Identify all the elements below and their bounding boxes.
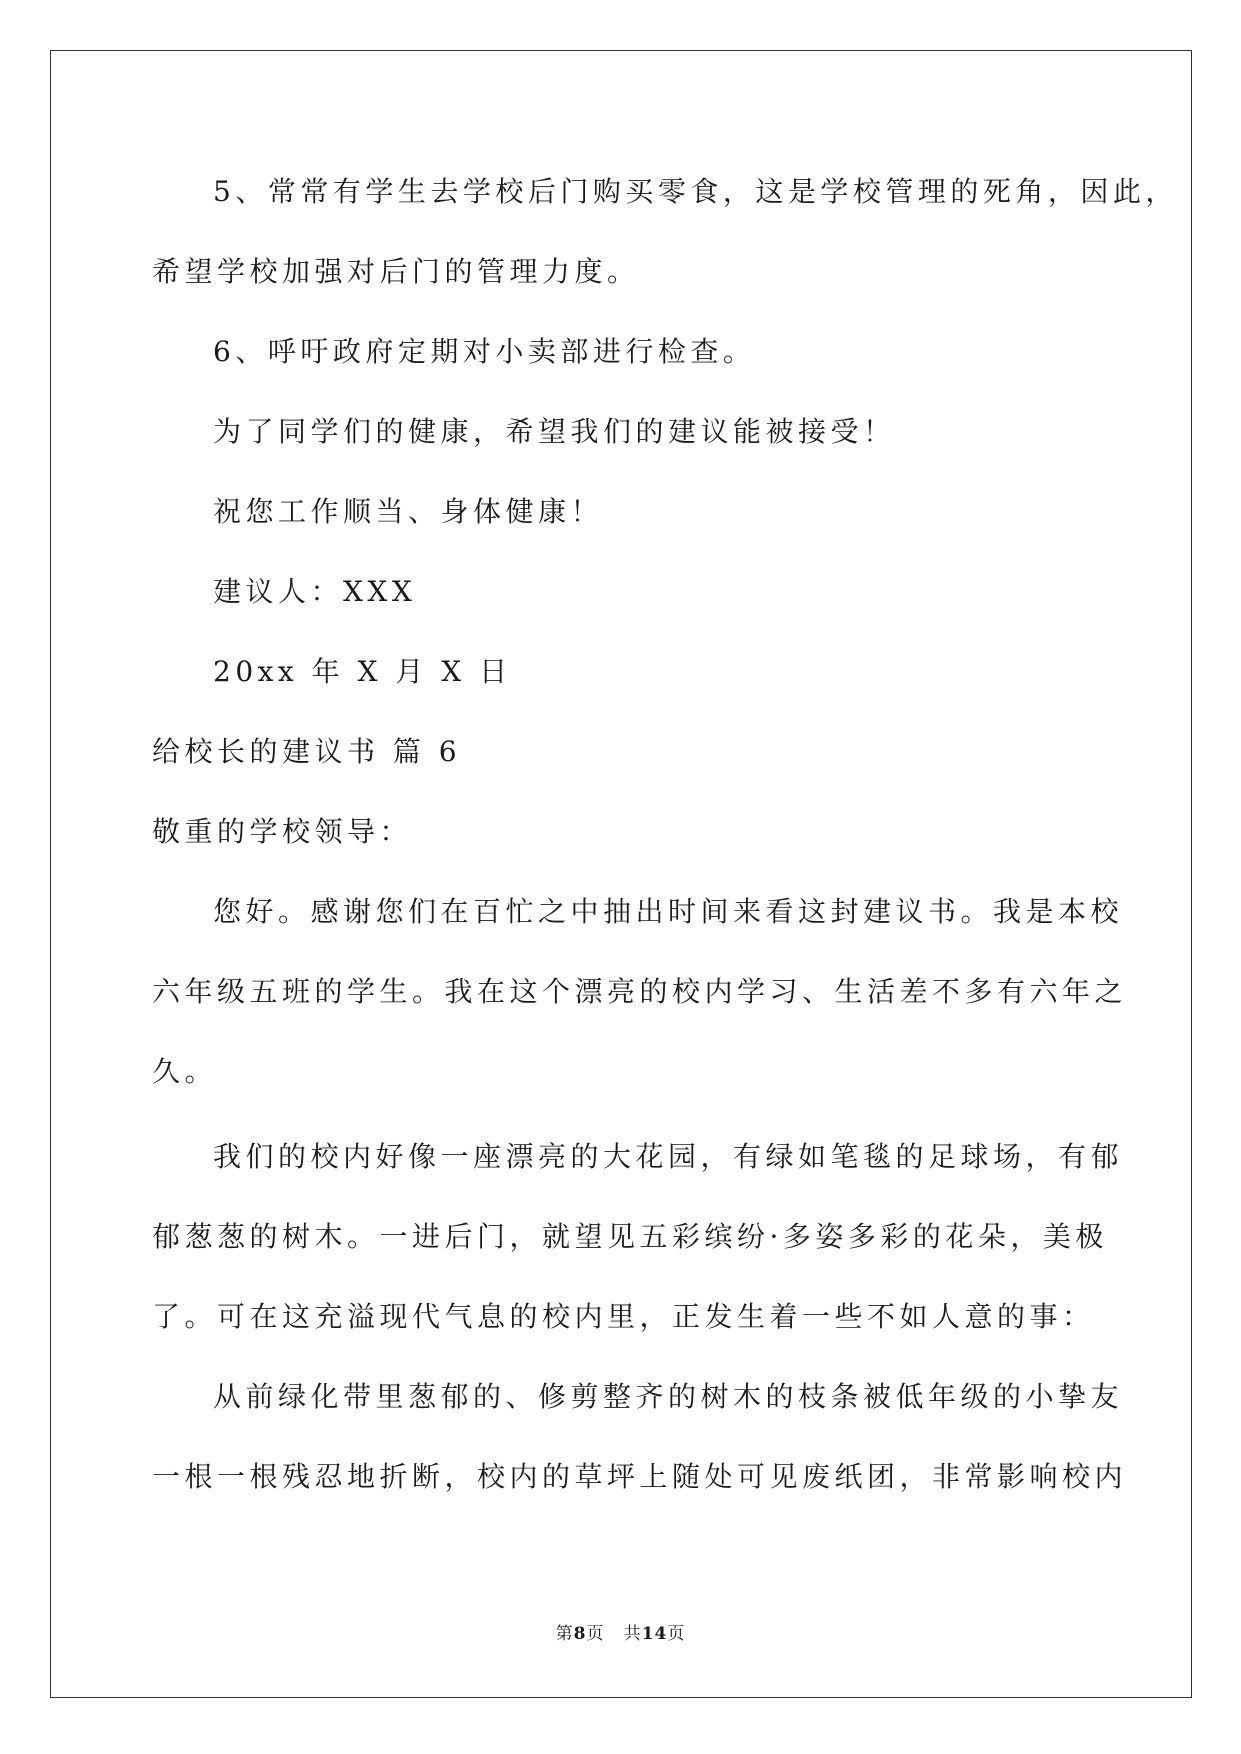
paragraph-line: 从前绿化带里葱郁的、修剪整齐的树木的枝条被低年级的小挚友 xyxy=(213,1380,1124,1413)
total-pages: 14 xyxy=(641,1624,668,1644)
paragraph-line: 6、呼吁政府定期对小卖部进行检查。 xyxy=(213,335,756,368)
paragraph-line: 郁葱葱的树木。一进后门，就望见五彩缤纷·多姿多彩的花朵，美极 xyxy=(152,1220,1108,1253)
paragraph-line: 一根一根残忍地折断，校内的草坪上随处可见废纸团，非常影响校内 xyxy=(152,1460,1128,1493)
page-border xyxy=(50,50,1192,1698)
paragraph-line: 久。 xyxy=(152,1055,218,1088)
page-footer xyxy=(0,1622,1241,1646)
paragraph-line: 祝您工作顺当、身体健康！ xyxy=(213,495,604,528)
total-prefix: 共 xyxy=(623,1624,642,1644)
paragraph-line: 六年级五班的学生。我在这个漂亮的校内学习、生活差不多有六年之 xyxy=(152,975,1128,1008)
section-heading: 给校长的建议书 篇 6 xyxy=(152,735,462,768)
salutation: 敬重的学校领导： xyxy=(152,815,413,848)
signature-line: 建议人：XXX xyxy=(213,575,417,608)
page-number: 8 xyxy=(573,1624,587,1644)
total-suffix: 页 xyxy=(667,1624,686,1644)
page-prefix: 第 xyxy=(555,1624,574,1644)
paragraph-line: 了。可在这充溢现代气息的校内里，正发生着一些不如人意的事： xyxy=(152,1300,1095,1333)
paragraph-line: 您好。感谢您们在百忙之中抽出时间来看这封建议书。我是本校 xyxy=(213,895,1124,928)
paragraph-line: 为了同学们的健康，希望我们的建议能被接受！ xyxy=(213,415,896,448)
date-line: 20xx 年 X 月 X 日 xyxy=(213,655,512,688)
paragraph-line: 5、常常有学生去学校后门购买零食，这是学校管理的死角，因此， xyxy=(213,175,1178,208)
page-suffix: 页 xyxy=(586,1624,605,1644)
paragraph-line: 我们的校内好像一座漂亮的大花园，有绿如笔毯的足球场，有郁 xyxy=(213,1140,1124,1173)
paragraph-line: 希望学校加强对后门的管理力度。 xyxy=(152,255,640,288)
